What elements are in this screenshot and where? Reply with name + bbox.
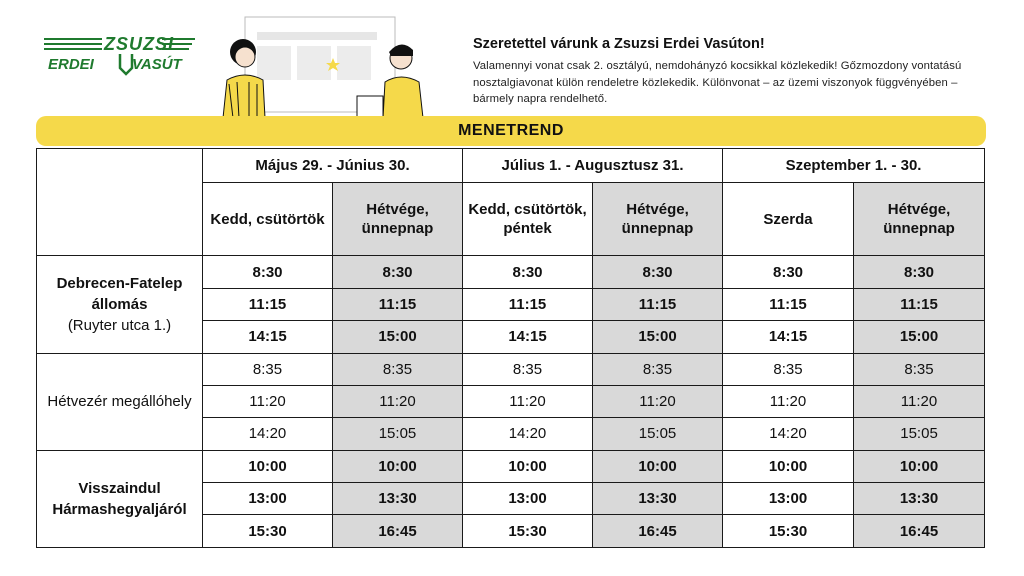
- two-people-with-board-illustration: [215, 12, 445, 118]
- station-name: Visszaindul Hármashegyaljáról: [52, 479, 187, 518]
- time-cell: 15:05: [854, 418, 985, 450]
- time-cell: 10:00: [203, 450, 333, 482]
- time-cell: 8:35: [203, 353, 333, 385]
- timetable-banner: [36, 116, 986, 146]
- time-cell: 10:00: [463, 450, 593, 482]
- time-cell: 11:20: [593, 385, 723, 417]
- time-cell: 11:20: [854, 385, 985, 417]
- intro-title: Szeretettel várunk a Zsuzsi Erdei Vasúton!: [473, 36, 765, 52]
- logo-word-erdei: ERDEI: [48, 56, 94, 73]
- time-cell: 14:15: [203, 321, 333, 353]
- time-cell: 10:00: [593, 450, 723, 482]
- time-cell: 8:30: [463, 256, 593, 288]
- station-cell: [37, 450, 203, 547]
- time-cell: 15:30: [723, 515, 854, 548]
- time-cell: 14:15: [463, 321, 593, 353]
- period-header: Július 1. - Augusztusz 31.: [463, 149, 723, 183]
- time-cell: 11:15: [463, 288, 593, 320]
- time-cell: 8:35: [854, 353, 985, 385]
- time-cell: 8:30: [333, 256, 463, 288]
- station-cell: [37, 353, 203, 450]
- logo-word-zsuzsi: ZSUZSI: [104, 34, 175, 54]
- time-cell: 11:15: [333, 288, 463, 320]
- time-cell: 10:00: [723, 450, 854, 482]
- station-name: Debrecen-Fatelep állomás: [56, 274, 183, 313]
- day-header: Kedd, csütörtök: [203, 183, 333, 256]
- time-cell: 11:20: [203, 385, 333, 417]
- time-cell: 16:45: [854, 515, 985, 548]
- time-cell: 15:00: [593, 321, 723, 353]
- time-cell: 8:30: [854, 256, 985, 288]
- timetable-title: MENETREND: [458, 122, 564, 139]
- time-cell: 16:45: [333, 515, 463, 548]
- station-cell: [37, 256, 203, 353]
- time-cell: 13:00: [203, 483, 333, 515]
- time-cell: 13:30: [333, 483, 463, 515]
- time-row: [37, 353, 985, 385]
- timetable: [36, 148, 985, 548]
- corner-cell: [37, 149, 203, 256]
- time-cell: 13:00: [463, 483, 593, 515]
- time-cell: 8:35: [593, 353, 723, 385]
- time-cell: 15:30: [203, 515, 333, 548]
- time-row: [37, 256, 985, 288]
- time-cell: 11:15: [203, 288, 333, 320]
- time-cell: 15:30: [463, 515, 593, 548]
- time-cell: 15:05: [333, 418, 463, 450]
- time-cell: 13:00: [723, 483, 854, 515]
- day-header: Szerda: [723, 183, 854, 256]
- time-cell: 11:20: [723, 385, 854, 417]
- time-cell: 15:00: [333, 321, 463, 353]
- intro-text: Valamennyi vonat csak 2. osztályú, nemdohányzó kocsikkal közlekedik! Gőzmozdony vontatású nosztalgiavonat külön rendeletre közlekedik. Különvonat – az üzemi viszonyok függvényében – bármely napra rendelhető.: [473, 60, 962, 105]
- time-cell: 13:30: [593, 483, 723, 515]
- time-cell: 15:00: [854, 321, 985, 353]
- logo-word-vasut: VASÚT: [132, 56, 182, 73]
- time-cell: 8:30: [723, 256, 854, 288]
- time-cell: 11:15: [593, 288, 723, 320]
- time-cell: 14:20: [203, 418, 333, 450]
- time-cell: 14:15: [723, 321, 854, 353]
- time-cell: 13:30: [854, 483, 985, 515]
- time-cell: 14:20: [723, 418, 854, 450]
- time-cell: 11:15: [854, 288, 985, 320]
- period-header: Május 29. - Június 30.: [203, 149, 463, 183]
- time-cell: 14:20: [463, 418, 593, 450]
- time-cell: 8:35: [333, 353, 463, 385]
- day-header: Hétvége, ünnepnap: [854, 183, 985, 256]
- day-header: Hétvége, ünnepnap: [593, 183, 723, 256]
- time-cell: 15:05: [593, 418, 723, 450]
- time-cell: 8:35: [723, 353, 854, 385]
- time-cell: 10:00: [333, 450, 463, 482]
- day-header: Kedd, csütörtök, péntek: [463, 183, 593, 256]
- station-name: Hétvezér megállóhely: [47, 393, 192, 411]
- time-cell: 11:20: [463, 385, 593, 417]
- time-cell: 11:15: [723, 288, 854, 320]
- time-cell: 8:30: [593, 256, 723, 288]
- period-header-row: [37, 149, 985, 183]
- zsuzsi-erdei-vasut-logo: [42, 34, 197, 76]
- time-cell: 16:45: [593, 515, 723, 548]
- time-row: [37, 450, 985, 482]
- period-header: Szeptember 1. - 30.: [723, 149, 985, 183]
- station-address: (Ruyter utca 1.): [67, 316, 172, 334]
- time-cell: 11:20: [333, 385, 463, 417]
- day-header: Hétvége, ünnepnap: [333, 183, 463, 256]
- time-cell: 8:35: [463, 353, 593, 385]
- time-cell: 10:00: [854, 450, 985, 482]
- time-cell: 8:30: [203, 256, 333, 288]
